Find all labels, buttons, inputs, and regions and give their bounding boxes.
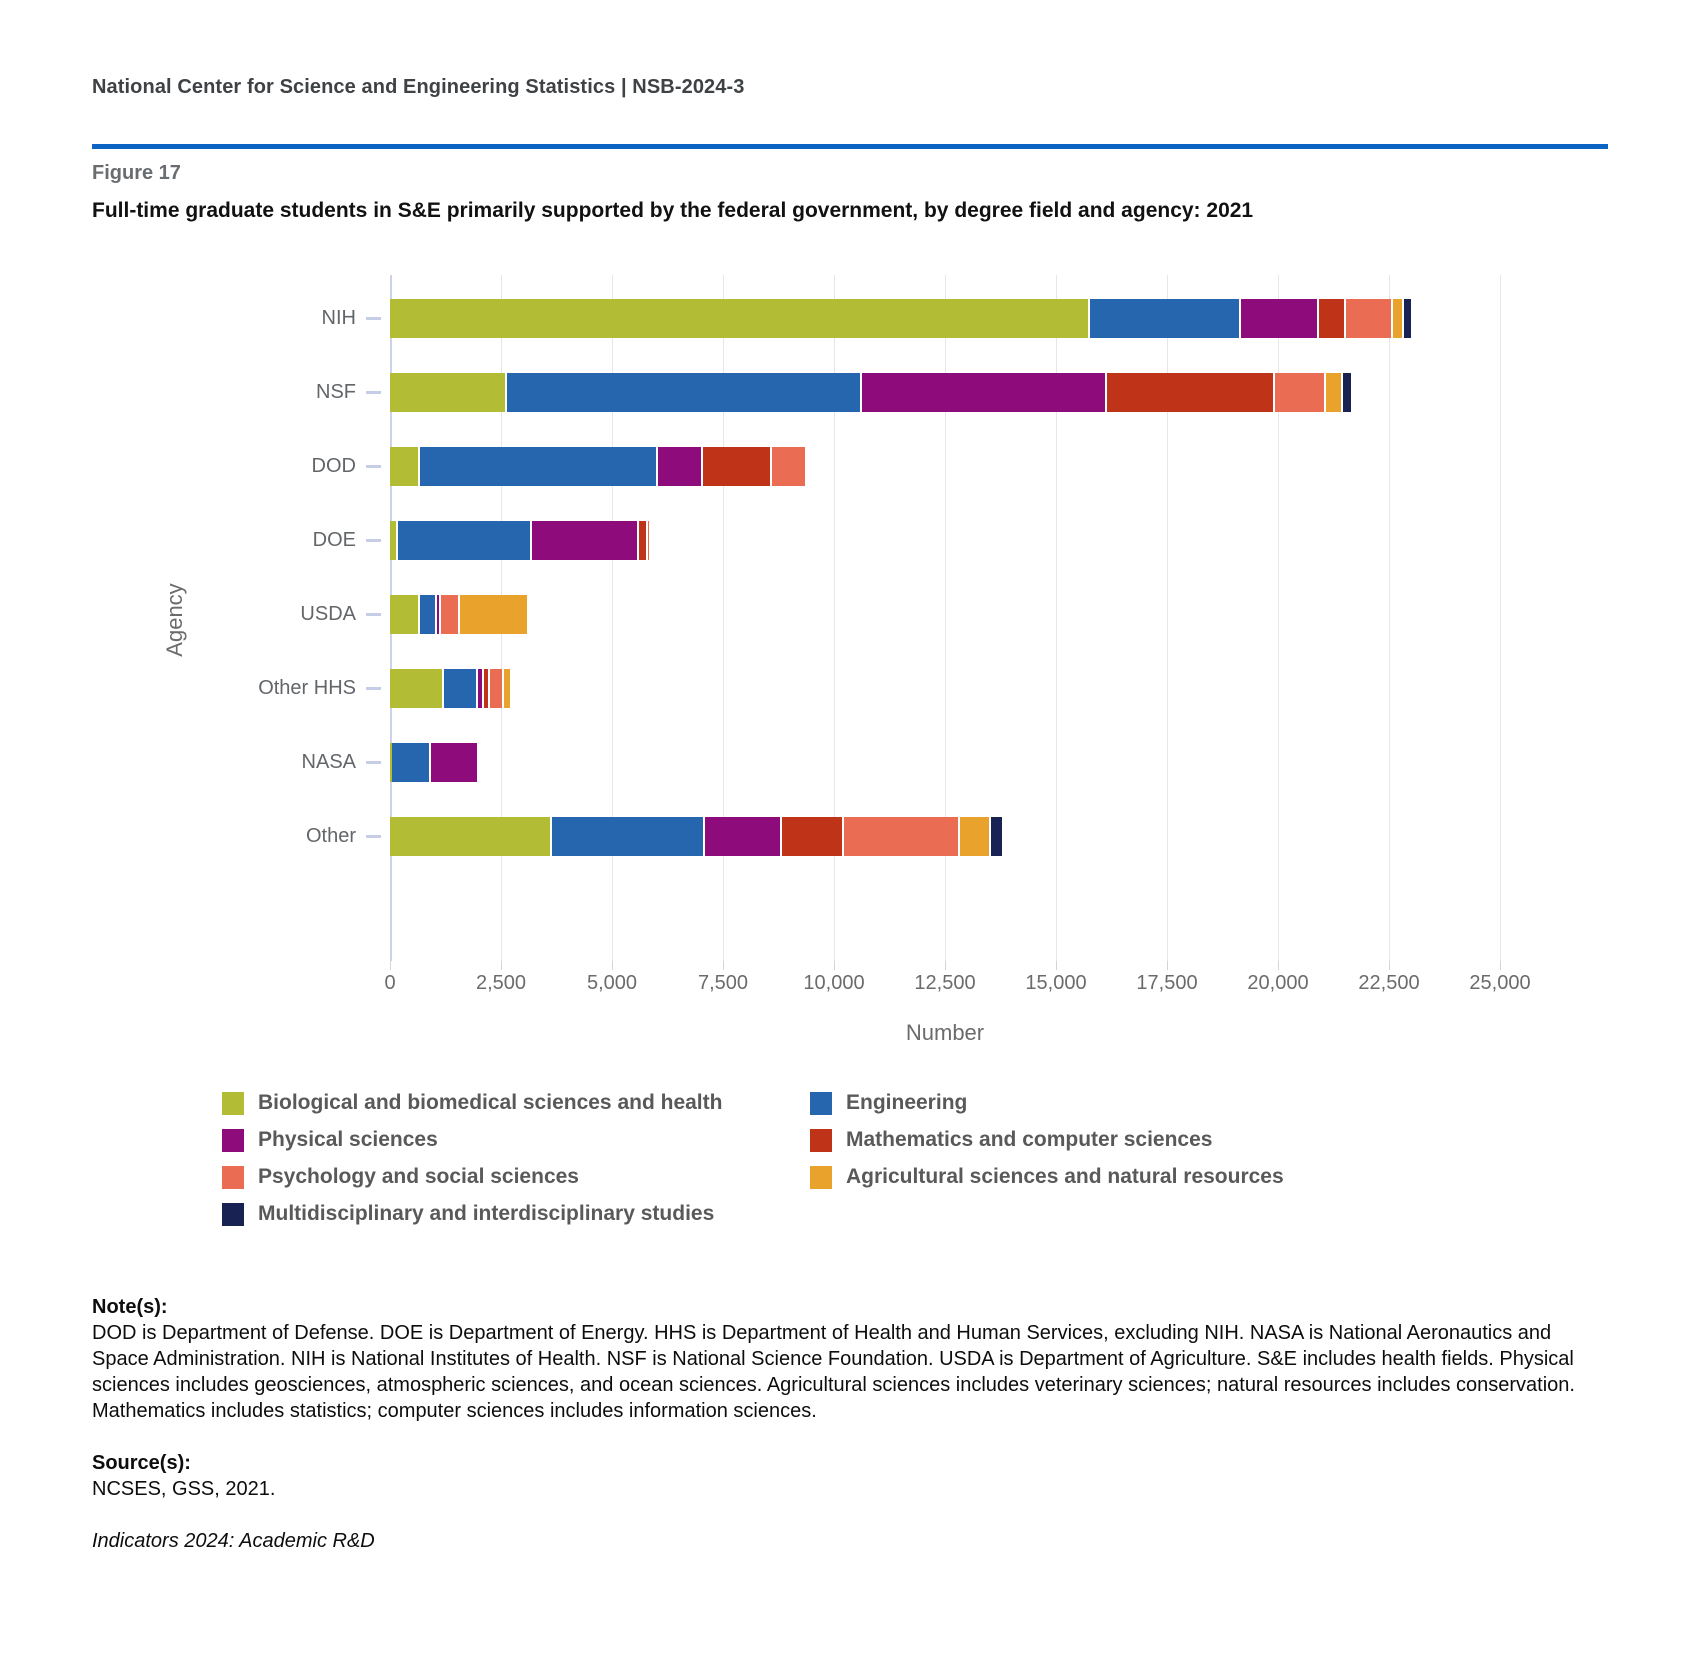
x-tick-label: 25,000 [1469,972,1531,994]
category-tick [366,835,381,838]
report-edition-label: Indicators 2024: Academic R&D [92,1530,375,1552]
bar-segment[interactable] [1275,373,1325,412]
legend-label: Agricultural sciences and natural resources [846,1165,1284,1188]
bar-segment[interactable] [390,373,505,412]
bar-row-usda [390,595,1500,634]
x-tick-label: 17,500 [1136,972,1198,994]
bar-segment[interactable] [431,743,477,782]
bar-segment[interactable] [1319,299,1344,338]
legend-label: Mathematics and computer sciences [846,1128,1213,1151]
source-body: NCSES, GSS, 2021. [92,1478,276,1500]
legend-swatch [810,1092,832,1115]
x-tick [1389,961,1390,970]
category-tick [366,465,381,468]
legend-item[interactable] [222,1128,810,1152]
x-tick [723,961,724,970]
bar-segment[interactable] [639,521,646,560]
report-header: National Center for Science and Engineering Statistics | NSB-2024-3 [92,76,745,98]
bar-row-other-hhs [390,669,1500,708]
x-tick [1056,961,1057,970]
bar-row-dod [390,447,1500,486]
bar-segment[interactable] [532,521,637,560]
source-heading: Source(s): [92,1452,191,1474]
bar-segment[interactable] [862,373,1106,412]
bar-segment[interactable] [703,447,769,486]
legend-label: Psychology and social sciences [258,1165,579,1188]
bar-segment[interactable] [507,373,859,412]
x-tick [1278,961,1279,970]
notes-block [92,1294,1609,1554]
bar-segment[interactable] [1326,373,1341,412]
bar-segment[interactable] [390,669,442,708]
bar-segment[interactable] [1346,299,1391,338]
legend-swatch [222,1129,244,1152]
bar-segment[interactable] [490,669,501,708]
bar-segment[interactable] [444,669,476,708]
legend-item[interactable] [222,1165,810,1189]
bar-segment[interactable] [420,447,656,486]
category-label-nasa: NASA [301,751,356,773]
x-tick [945,961,946,970]
bar-row-doe [390,521,1500,560]
bar-row-nasa [390,743,1500,782]
legend-swatch [222,1203,244,1226]
bar-segment[interactable] [437,595,439,634]
bar-segment[interactable] [460,595,527,634]
bar-segment[interactable] [484,669,488,708]
x-axis-title: Number [905,1020,985,1045]
category-tick [366,539,381,542]
bar-segment[interactable] [441,595,458,634]
category-tick [366,613,381,616]
category-label-usda: USDA [300,603,356,625]
y-axis-title: Agency [162,583,187,657]
bar-segment[interactable] [648,521,650,560]
bar-segment[interactable] [844,817,958,856]
x-tick-label: 5,000 [586,972,638,994]
bar-segment[interactable] [504,669,510,708]
x-tick [612,961,613,970]
legend-label: Physical sciences [258,1128,438,1151]
legend-label: Biological and biomedical sciences and health [258,1091,723,1114]
legend-swatch [810,1129,832,1152]
x-tick-label: 15,000 [1025,972,1087,994]
bar-segment[interactable] [390,299,1088,338]
bar-segment[interactable] [1343,373,1351,412]
legend-item[interactable] [222,1202,810,1226]
x-tick-label: 7,500 [697,972,749,994]
bar-segment[interactable] [398,521,529,560]
category-tick [366,761,381,764]
legend-swatch [810,1166,832,1189]
bar-segment[interactable] [1404,299,1411,338]
x-tick-label: 0 [384,972,396,994]
category-label-nih: NIH [321,307,356,329]
category-tick [366,391,381,394]
chart-legend [222,1091,1284,1226]
legend-item[interactable] [810,1091,1284,1115]
x-tick [501,961,502,970]
bar-row-nsf [390,373,1500,412]
figure-label: Figure 17 [92,162,181,184]
bar-segment[interactable] [478,669,483,708]
legend-item[interactable] [810,1165,1284,1189]
legend-label: Multidisciplinary and interdisciplinary studies [258,1202,715,1225]
bar-segment[interactable] [658,447,702,486]
category-label-dod: DOD [311,455,356,477]
bar-row-other [390,817,1500,856]
legend-label: Engineering [846,1091,968,1114]
notes-body: DOD is Department of Defense. DOE is Department of Energy. HHS is Department of Health and Human Services, excluding NIH. NASA is National Aeronautics and Space Administration. NIH is National Institutes of Health. NSF is National Science Foundation. USDA is Department of Agriculture. S&E includes health fields. Physical sciences includes geosciences, atmospheric sciences, and ocean sciences. Agricultural sciences includes veterinary sciences; natural resources includes conservation. Mathematics includes statistics; computer sciences includes information sciences. [92,1322,1575,1422]
bar-segment[interactable] [390,521,396,560]
x-tick-label: 10,000 [803,972,865,994]
category-label-other-hhs: Other HHS [258,677,356,699]
bar-segment[interactable] [390,447,418,486]
x-tick-label: 12,500 [914,972,976,994]
legend-swatch [222,1166,244,1189]
category-tick [366,687,381,690]
bar-segment[interactable] [1090,299,1239,338]
notes-heading: Note(s): [92,1296,168,1318]
category-label-nsf: NSF [316,381,356,403]
bar-row-nih [390,299,1500,338]
gridline [1500,275,1501,961]
bar-segment[interactable] [420,595,435,634]
x-tick-label: 22,500 [1358,972,1420,994]
legend-swatch [222,1092,244,1115]
bar-segment[interactable] [1241,299,1317,338]
category-tick [366,317,381,320]
x-tick [1167,961,1168,970]
bar-segment[interactable] [960,817,989,856]
x-tick [390,961,391,970]
bar-segment[interactable] [772,447,806,486]
category-label-doe: DOE [312,529,356,551]
bar-segment[interactable] [392,743,429,782]
bar-segment[interactable] [991,817,1002,856]
bar-segment[interactable] [1107,373,1273,412]
legend-item[interactable] [222,1091,810,1115]
x-tick-label: 2,500 [475,972,527,994]
bar-segment[interactable] [390,817,550,856]
x-tick [834,961,835,970]
figure-title: Full-time graduate students in S&E primarily supported by the federal government, by degree field and agency: 2021 [92,199,1254,222]
legend-item[interactable] [810,1128,1284,1152]
bar-segment[interactable] [390,595,418,634]
x-tick [1500,961,1501,970]
bar-segment[interactable] [705,817,780,856]
x-tick-label: 20,000 [1247,972,1309,994]
bar-segment[interactable] [1393,299,1402,338]
bar-segment[interactable] [782,817,842,856]
bar-segment[interactable] [552,817,703,856]
category-label-other: Other [305,825,356,847]
